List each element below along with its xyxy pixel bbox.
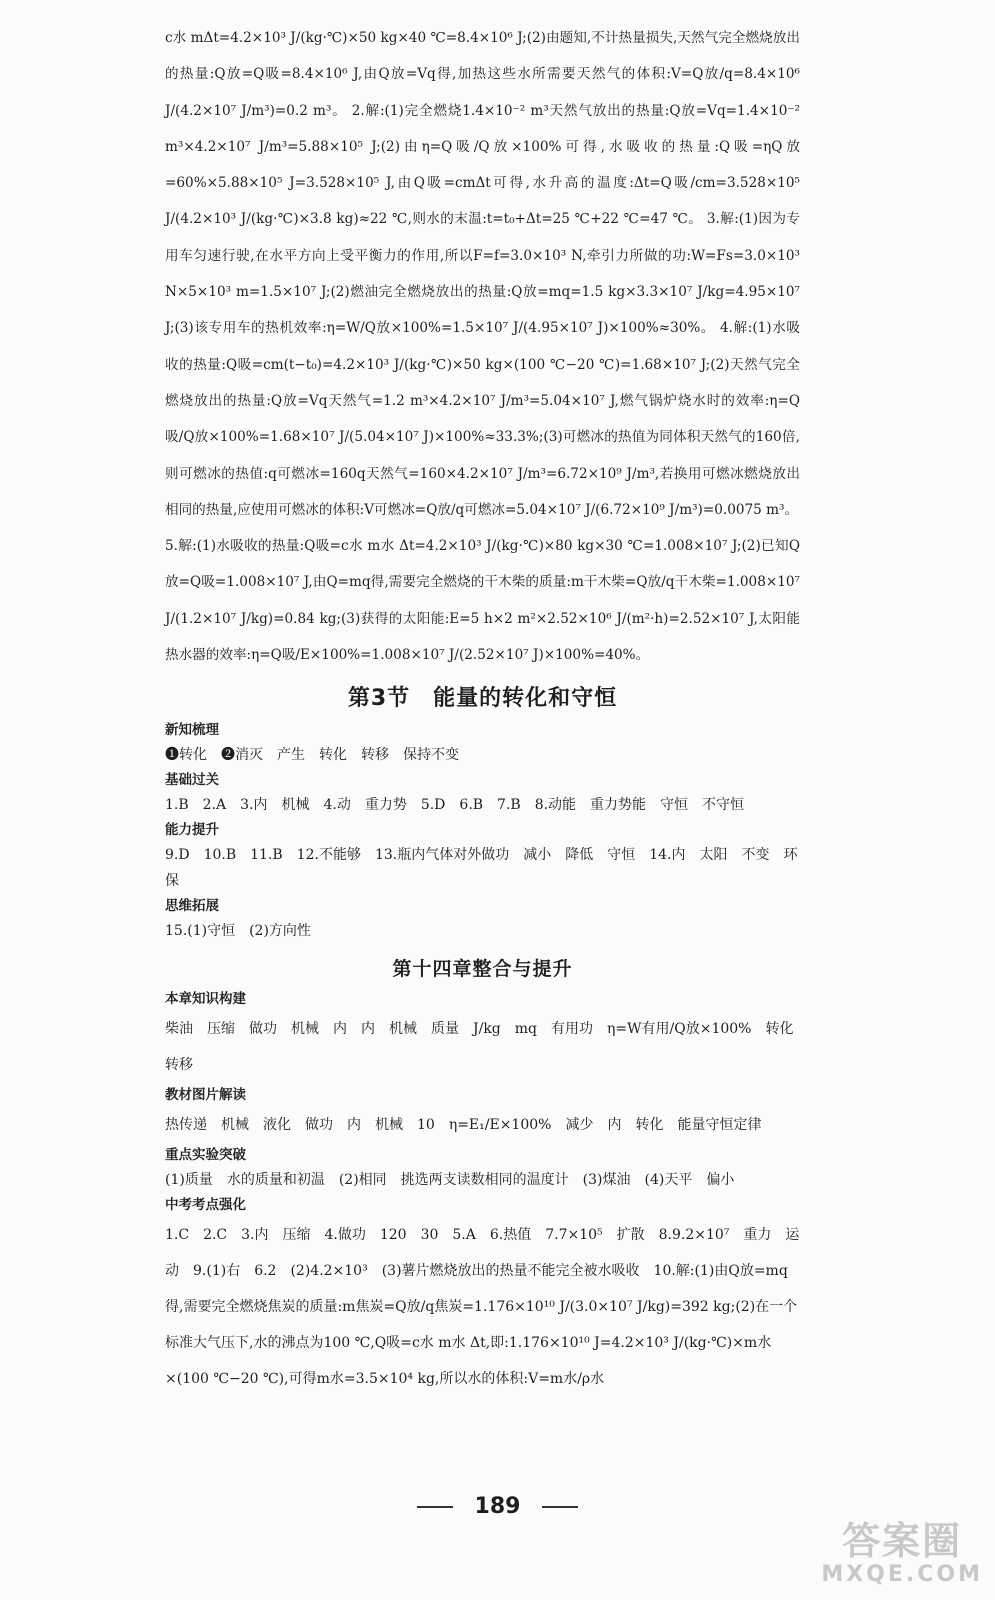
- answer-line: 热传递 机械 液化 做功 内 机械 10 η=E₁/E×100% 减少 内 转化 能量守恒定律: [165, 1117, 762, 1134]
- chapter-title: 第十四章整合与提升: [392, 958, 573, 981]
- answer-line: (1)质量 水的质量和初温 (2)相同 挑选两支读数相同的温度计 (3)煤油 (4)天平 偏小: [165, 1172, 735, 1189]
- answer-page: [165, 20, 808, 1397]
- section-heading: 思维拓展: [165, 898, 219, 915]
- section-heading: 本章知识构建: [165, 991, 246, 1008]
- section-heading: 中考考点强化: [165, 1197, 246, 1214]
- answer-line: 9.D 10.B 11.B 12.不能够 13.瓶内气体对外做功 减小 降低 守恒 14.内 太阳 不变 环保: [165, 847, 798, 890]
- solution-text-block: c水 mΔt=4.2×10³ J/(kg·℃)×50 kg×40 ℃=8.4×10⁶ J;(2)由题知,不计热量损失,天然气完全燃烧放出的热量:Q放=Q吸=8.4×10⁶ J,由Q放=Vq得,加热这些水所需要天然气的体积:V=Q放/q=8.4×10⁶ J/(4.2×10⁷ J/m³)=0.2 m³。 2.解:(1)完全燃烧1.4×10⁻² m³天然气放出的热量:Q放=Vq=1.4×10⁻² m³×4.2×10⁷ J/m³=5.88×10⁵ J;(2)由η=Q吸/Q放×100%可得,水吸收的热量:Q吸=ηQ放=60%×5.88×10⁵ J=3.528×10⁵ J,由Q吸=cmΔt可得,水升高的温度:Δt=Q吸/cm=3.528×10⁵ J/(4.2×10³ J/(kg·℃)×3.8 kg)≈22 ℃,则水的末温:t=t₀+Δt=25 ℃+22 ℃=47 ℃。 3.解:(1)因为专用车匀速行驶,在水平方向上受平衡力的作用,所以F=f=3.0×10³ N,牵引力所做的功:W=Fs=3.0×10³ N×5×10³ m=1.5×10⁷ J;(2)燃油完全燃烧放出的热量:Q放=mq=1.5 kg×3.3×10⁷ J/kg=4.95×10⁷ J;(3)该专用车的热机效率:η=W/Q放×100%=1.5×10⁷ J/(4.95×10⁷ J)×100%≈30%。 4.解:(1)水吸收的热量:Q吸=cm(t−t₀)=4.2×10³ J/(kg·℃)×50 kg×(100 ℃−20 ℃)=1.68×10⁷ J;(2)天然气完全燃烧放出的热量:Q放=Vq天然气=1.2 m³×4.2×10⁷ J/m³=5.04×10⁷ J,燃气锅炉烧水时的效率:η=Q吸/Q放×100%=1.68×10⁷ J/(5.04×10⁷ J)×100%≈33.3%;(3)可燃冰的热值为同体积天然气的160倍,则可燃冰的热值:q可燃冰=160q天然气=160×4.2×10⁷ J/m³=6.72×10⁹ J/m³,若换用可燃冰燃烧放出相同的热量,应使用可燃冰的体积:V可燃冰=Q放/q可燃冰=5.04×10⁷ J/(6.72×10⁹ J/m³)=0.0075 m³。: [165, 30, 800, 518]
- answer-line: 柴油 压缩 做功 机械 内 内 机械 质量 J/kg mq 有用功 η=W有用/Q放×100% 转化 转移: [165, 1021, 808, 1074]
- solution-text-block-5: 5.解:(1)水吸收的热量:Q吸=c水 m水 Δt=4.2×10³ J/(kg·℃)×80 kg×30 ℃=1.008×10⁷ J;(2)已知Q放=Q吸=1.008×10⁷ J,由Q=mq得,需要完全燃烧的干木柴的质量:m干木柴=Q放/q干木柴=1.008×10⁷ J/(1.2×10⁷ J/kg)=0.84 kg;(3)获得的太阳能:E=5 h×2 m²×2.52×10⁶ J/(m²·h)=2.52×10⁷ J,太阳能热水器的效率:η=Q吸/E×100%=1.008×10⁷ J/(2.52×10⁷ J)×100%=40%。: [165, 538, 800, 664]
- footer-dash-right: [542, 1506, 578, 1508]
- section-heading: 新知梳理: [165, 722, 219, 739]
- section-heading: 基础过关: [165, 772, 219, 789]
- answer-line: 1.C 2.C 3.内 压缩 4.做功 120 30 5.A 6.热值 7.7×10⁵ 扩散 8.9.2×10⁷ 重力 运动 9.(1)右 6.2 (2)4.2×10³ (3)薯片燃烧放出的热量不能完全被水吸收 10.解:(1)由Q放=mq得,需要完全燃烧焦炭的质量:m焦炭=Q放/q焦炭=1.176×10¹⁰ J/(3.0×10⁷ J/kg)=392 kg;(2)在一个标准大气压下,水的沸点为100 ℃,Q吸=c水 m水 Δt,即:1.176×10¹⁰ J=4.2×10³ J/(kg·℃)×m水×(100 ℃−20 ℃),可得m水=3.5×10⁴ kg,所以水的体积:V=m水/ρ水: [165, 1227, 800, 1388]
- answer-line: 15.(1)守恒 (2)方向性: [165, 923, 311, 940]
- watermark-logo: [821, 1519, 983, 1587]
- answer-line: ❶转化 ❷消灭 产生 转化 转移 保持不变: [165, 747, 459, 764]
- watermark-text: 答案圈: [842, 1519, 963, 1563]
- page-number: 189: [474, 1494, 521, 1519]
- section-title: 第3节 能量的转化和守恒: [347, 686, 618, 712]
- watermark-url: MXQE.COM: [821, 1562, 983, 1587]
- section-heading: 能力提升: [165, 822, 219, 839]
- answer-line: 1.B 2.A 3.内 机械 4.动 重力势 5.D 6.B 7.B 8.动能 重力势能 守恒 不守恒: [165, 797, 745, 814]
- page-footer: [0, 1494, 995, 1519]
- section-heading: 重点实验突破: [165, 1147, 246, 1164]
- section-heading: 教材图片解读: [165, 1087, 246, 1104]
- footer-dash-left: [417, 1506, 453, 1508]
